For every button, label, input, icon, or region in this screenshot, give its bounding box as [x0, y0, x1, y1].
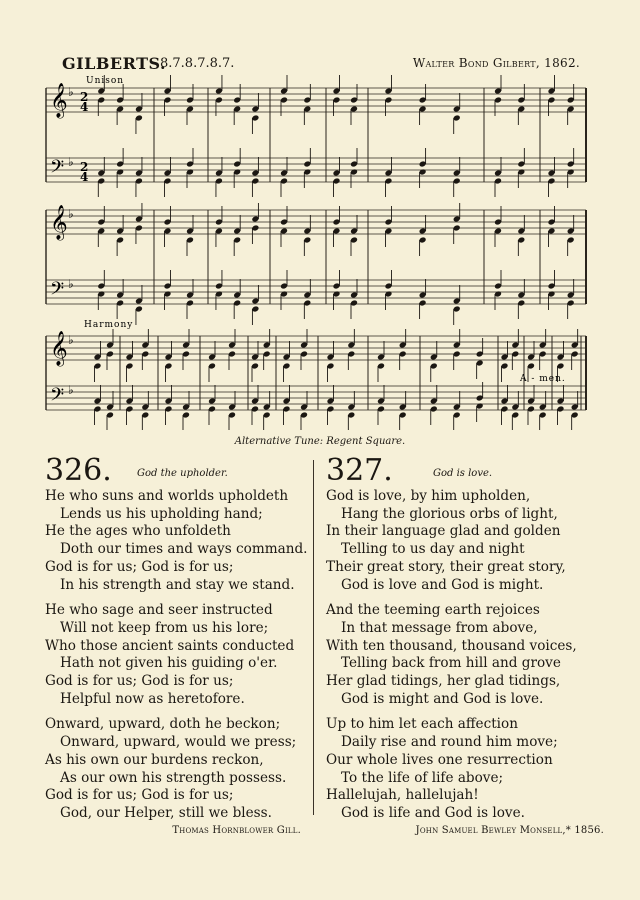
verse-line: Her glad tidings, her glad tidings, — [326, 673, 561, 690]
hymn-number: 327. — [326, 453, 393, 488]
harmony-label: Harmony — [84, 320, 134, 330]
verse-line: Hallelujah, hallelujah! — [326, 787, 479, 804]
verse-line: Hang the glorious orbs of light, — [341, 505, 558, 522]
time-sig-bottom-bass: 4 — [80, 170, 89, 184]
hymn-326 — [45, 453, 315, 836]
verse-line: God is love and God is might. — [341, 576, 544, 593]
verse-line: Who those ancient saints conducted — [45, 637, 295, 654]
stanza — [326, 602, 596, 708]
music-score — [0, 0, 640, 430]
verse-line: Up to him let each affection — [326, 716, 518, 733]
amen-label: A - men. — [520, 374, 566, 384]
hymn-author: John Samuel Bewley Monsell,* 1856. — [415, 824, 604, 836]
verse-line: God is life and God is love. — [341, 804, 525, 821]
verse-line: God, our Helper, still we bless. — [60, 804, 272, 821]
hymn-stanzas — [326, 488, 596, 823]
treble-clef-icon: 𝄞 — [50, 205, 68, 240]
stanza — [45, 602, 315, 708]
time-sig-bottom: 4 — [80, 100, 89, 114]
notes — [94, 75, 579, 430]
verse-line: Onward, upward, doth he beckon; — [45, 716, 281, 733]
verse-line: God is might and God is love. — [341, 690, 544, 707]
tune-name: GILBERTS. — [62, 54, 167, 73]
verse-line: Daily rise and round him move; — [341, 734, 558, 751]
alternative-tune: Alternative Tune: Regent Square. — [234, 436, 406, 447]
bar-lines — [46, 88, 586, 410]
stanza — [45, 488, 315, 594]
verse-line: In his strength and stay we stand. — [60, 576, 295, 593]
hymn-author: Thomas Hornblower Gill. — [172, 824, 301, 836]
verse-line: Their great story, their great story, — [326, 558, 566, 575]
verse-line: God is for us; God is for us; — [45, 673, 234, 690]
verse-line: He who sage and seer instructed — [45, 602, 273, 619]
verse-line: In their language glad and golden — [326, 523, 561, 540]
verse-line: He who suns and worlds upholdeth — [45, 488, 289, 504]
flat-key-icon: ♭ — [68, 207, 74, 221]
hymn-subtitle: God is love. — [433, 468, 493, 479]
verse-line: He the ages who unfoldeth — [45, 523, 231, 540]
verse-line: As our own his strength possess. — [60, 769, 287, 786]
hymn-327 — [326, 453, 604, 836]
verse-line: Lends us his upholding hand; — [60, 505, 263, 522]
time-sig-top-bass: 2 — [80, 160, 89, 174]
verse-line: Helpful now as heretofore. — [60, 690, 245, 707]
stanza — [326, 716, 596, 822]
verse-line: With ten thousand, thousand voices, — [326, 637, 577, 654]
verse-line: Hath not given his guiding o'er. — [60, 655, 278, 672]
hymn-subtitle: God the upholder. — [137, 468, 228, 479]
verse-line: Doth our times and ways command. — [60, 541, 308, 558]
bass-clef-icon: 𝄢 — [50, 157, 65, 182]
verse-line: God is for us; God is for us; — [45, 787, 234, 804]
unison-label: Unison — [86, 76, 125, 86]
verse-line: In that message from above, — [341, 619, 538, 636]
tune-composer: Walter Bond Gilbert, 1862. — [412, 56, 580, 70]
flat-key-icon: ♭ — [68, 277, 74, 291]
clefs — [50, 83, 74, 410]
hymn-number: 326. — [45, 453, 112, 488]
flat-key-icon: ♭ — [68, 333, 74, 347]
tune-meter: 8.7.8.7.8.7. — [160, 56, 235, 71]
verse-line: Will not keep from us his lore; — [60, 619, 269, 636]
flat-key-icon: ♭ — [68, 155, 74, 169]
verse-line: Telling to us day and night — [341, 541, 525, 558]
verse-line: To the life of life above; — [341, 769, 504, 786]
verse-line: Onward, upward, would we press; — [60, 734, 297, 751]
verse-line: God is for us; God is for us; — [45, 558, 234, 575]
staff-lines — [46, 88, 586, 410]
verse-line: And the teeming earth rejoices — [326, 602, 540, 619]
hymn-stanzas — [45, 488, 315, 823]
flat-key-icon: ♭ — [68, 85, 74, 99]
verse-line: As his own our burdens reckon, — [45, 751, 264, 768]
verse-line: God is love, by him upholden, — [326, 488, 531, 504]
bass-clef-icon: 𝄢 — [50, 279, 65, 304]
stanza — [45, 716, 315, 822]
treble-clef-icon: 𝄞 — [50, 331, 68, 366]
flat-key-icon: ♭ — [68, 383, 74, 397]
stanza — [326, 488, 596, 594]
time-sig-top: 2 — [80, 90, 89, 104]
bass-clef-icon: 𝄢 — [50, 385, 65, 410]
verse-line: Telling back from hill and grove — [341, 655, 561, 672]
treble-clef-icon: 𝄞 — [50, 83, 68, 118]
verse-line: Our whole lives one resurrection — [326, 751, 553, 768]
